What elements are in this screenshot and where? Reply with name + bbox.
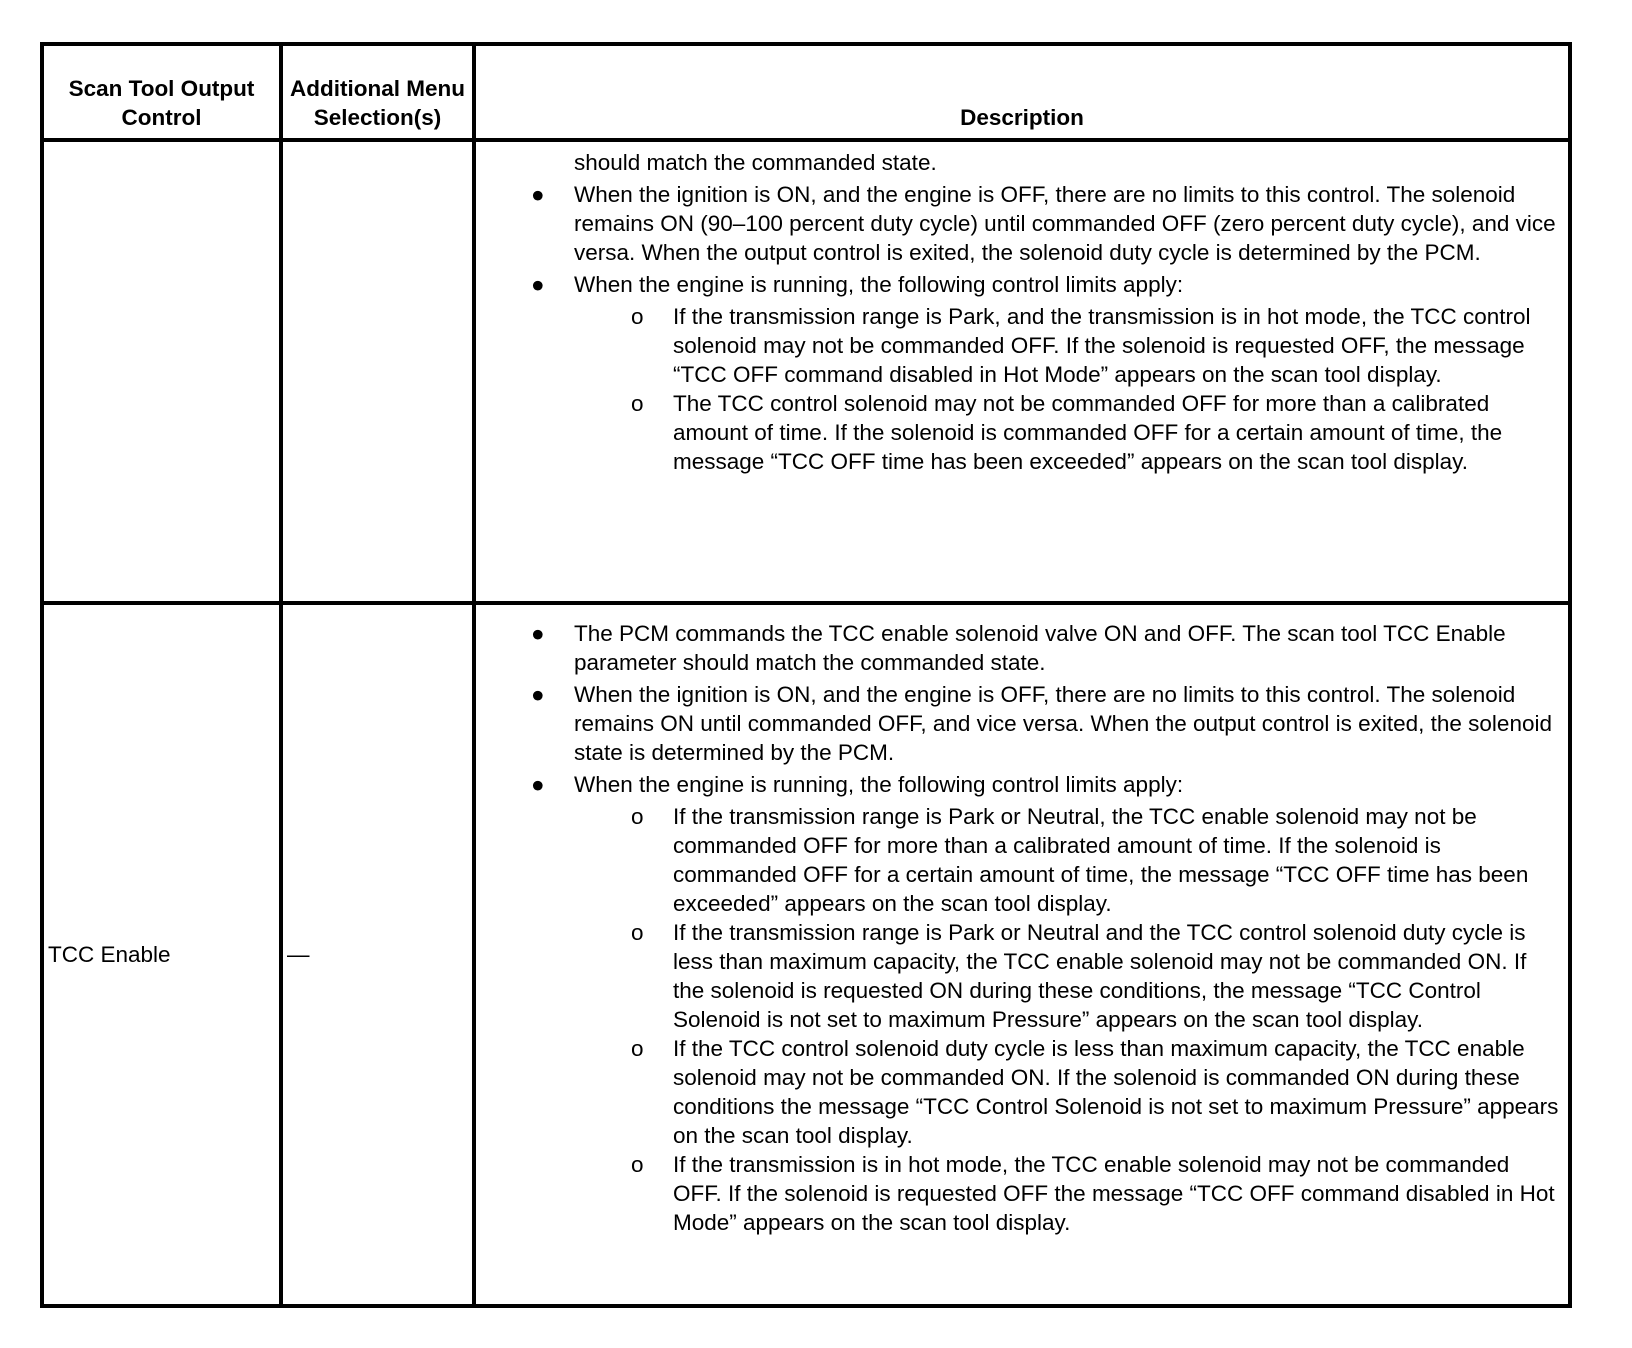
table-row [42, 603, 1570, 1306]
bullet-icon: ● [531, 621, 545, 646]
control-cell: TCC Enable [42, 603, 281, 1306]
sub-bullet-icon: o [631, 1152, 644, 1177]
control-cell [42, 140, 281, 603]
header-row [42, 44, 1570, 140]
sub-bullet-text: If the transmission range is Park or Neutral and the TCC control solenoid duty cycle is less than maximum capacity, the TCC enable solenoid may not be commanded ON. If the solenoid is requested ON during these conditions, the message “TCC Control Solenoid is not set to maximum Pressure” appears on the scan tool display. [673, 920, 1527, 1032]
description-cell [474, 140, 1570, 603]
sub-bullet-item [476, 918, 1562, 1034]
sub-bullet-text: If the transmission range is Park or Neutral, the TCC enable solenoid may not be commanded OFF for more than a calibrated amount of time. If the solenoid is commanded OFF for a certain amount of time, the message “TCC OFF time has been exceeded” appears on the scan tool display. [673, 804, 1529, 916]
sub-bullet-text: If the transmission is in hot mode, the TCC enable solenoid may not be commanded OFF. If the solenoid is requested OFF the message “TCC OFF command disabled in Hot Mode” appears on the scan tool display. [673, 1152, 1555, 1235]
header-scan-tool-output-control: Scan Tool Output Control [42, 44, 281, 140]
menu-cell [281, 140, 474, 603]
sub-bullet-item [476, 802, 1562, 918]
bullet-icon: ● [531, 682, 545, 707]
sub-bullet-item [476, 389, 1562, 476]
description-cell [474, 603, 1570, 1306]
header-description: Description [474, 44, 1570, 140]
sub-bullet-item [476, 1034, 1562, 1150]
sub-bullet-text: If the transmission range is Park, and the transmission is in hot mode, the TCC control solenoid may not be commanded OFF. If the solenoid is requested OFF, the message “TCC OFF command disabled in Hot Mode” appears on the scan tool display. [673, 304, 1531, 387]
sub-bullet-icon: o [631, 304, 644, 329]
bullet-text: When the engine is running, the following control limits apply: [574, 772, 1184, 797]
bullet-icon: ● [531, 182, 545, 207]
sub-bullet-item [476, 302, 1562, 389]
sub-bullet-text: The TCC control solenoid may not be commanded OFF for more than a calibrated amount of time. If the solenoid is commanded OFF for a certain amount of time, the message “TCC OFF time has been exceeded” appears on the scan tool display. [673, 391, 1503, 474]
sub-bullet-icon: o [631, 920, 644, 945]
bullet-text: When the engine is running, the following control limits apply: [574, 272, 1184, 297]
continuation-text: should match the commanded state. [574, 150, 937, 175]
bullet-text: When the ignition is ON, and the engine is OFF, there are no limits to this control. The solenoid remains ON (90–100 percent duty cycle) until commanded OFF (zero percent duty cycle), and vice versa. When the output control is exited, the solenoid duty cycle is determined by the PCM. [574, 182, 1556, 265]
sub-bullet-icon: o [631, 804, 644, 829]
bullet-item [476, 270, 1562, 299]
table-row [42, 140, 1570, 603]
bullet-item [476, 770, 1562, 799]
output-control-table [40, 42, 1572, 1308]
sub-bullet-item [476, 1150, 1562, 1237]
bullet-list [476, 619, 1562, 1237]
header-additional-menu-selections: Additional Menu Selection(s) [281, 44, 474, 140]
bullet-icon: ● [531, 272, 545, 297]
bullet-icon: ● [531, 772, 545, 797]
sub-bullet-icon: o [631, 391, 644, 416]
menu-cell: — [281, 603, 474, 1306]
bullet-item [476, 180, 1562, 267]
bullet-list [476, 180, 1562, 476]
bullet-item [476, 619, 1562, 677]
bullet-text: The PCM commands the TCC enable solenoid valve ON and OFF. The scan tool TCC Enable parameter should match the commanded state. [574, 621, 1506, 675]
sub-bullet-icon: o [631, 1036, 644, 1061]
bullet-text: When the ignition is ON, and the engine is OFF, there are no limits to this control. The solenoid remains ON until commanded OFF, and vice versa. When the output control is exited, the solenoid state is determined by the PCM. [574, 682, 1552, 765]
bullet-item [476, 680, 1562, 767]
sub-bullet-text: If the TCC control solenoid duty cycle is less than maximum capacity, the TCC enable solenoid may not be commanded ON. If the solenoid is commanded ON during these conditions the message “TCC Control Solenoid is not set to maximum Pressure” appears on the scan tool display. [673, 1036, 1559, 1148]
